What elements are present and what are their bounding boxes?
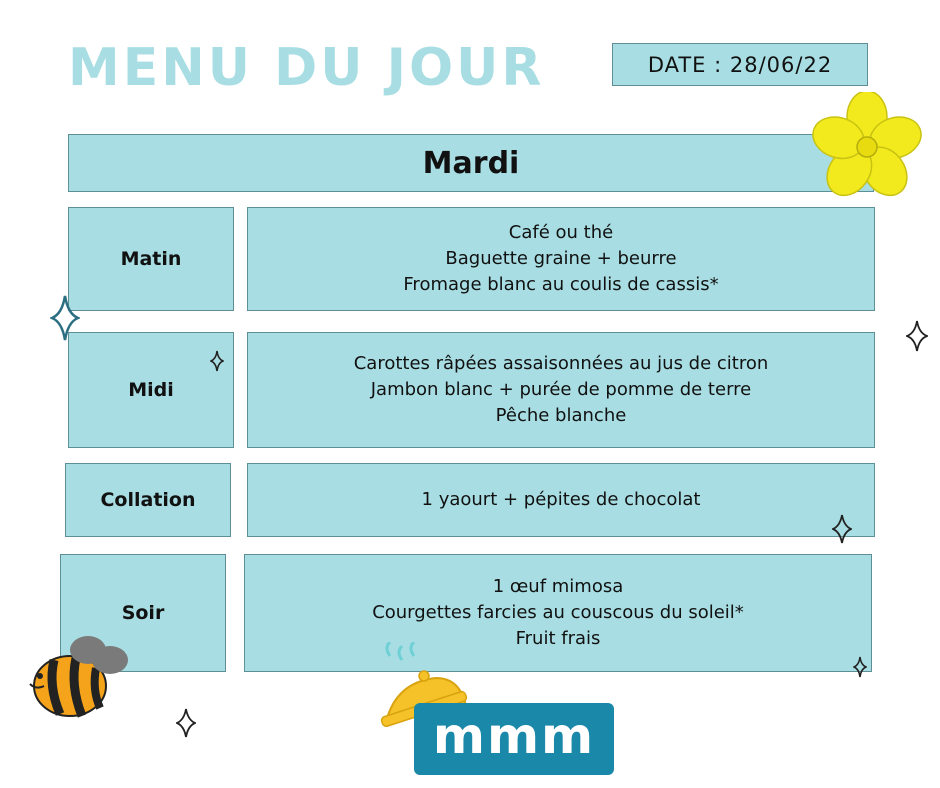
meal-items-matin [247, 207, 875, 311]
meal-item: Fruit frais [515, 628, 601, 649]
bee-icon [18, 628, 132, 724]
meal-label-soir: Soir [60, 554, 226, 672]
meal-item: Courgettes farcies au couscous du soleil* [372, 602, 744, 623]
meal-item: Café ou thé [508, 222, 614, 243]
meal-item: Fromage blanc au coulis de cassis* [403, 274, 719, 295]
logo [414, 703, 614, 775]
logo-text: mmm [432, 707, 596, 765]
meal-item: Carottes râpées assaisonnées au jus de citron [353, 353, 769, 374]
day-banner [68, 134, 874, 192]
meal-item: Jambon blanc + purée de pomme de terre [370, 379, 752, 400]
day-name: Mardi [422, 145, 520, 181]
meal-label-midi: Midi [68, 332, 234, 448]
date-label: DATE : 28/06/22 [612, 43, 868, 86]
meal-items-soir [244, 554, 872, 672]
sparkle-icon [853, 656, 867, 678]
meal-item: Pêche blanche [495, 405, 627, 426]
sparkle-icon [832, 514, 852, 544]
flower-icon [810, 92, 926, 204]
meal-items-collation [247, 463, 875, 537]
sparkle-icon [50, 294, 80, 342]
meal-item: 1 yaourt + pépites de chocolat [421, 489, 701, 510]
meal-item: Baguette graine + beurre [445, 248, 677, 269]
meal-label-collation: Collation [65, 463, 231, 537]
page-title: MENU DU JOUR [68, 38, 545, 98]
meal-item: 1 œuf mimosa [492, 576, 624, 597]
meal-label-matin: Matin [68, 207, 234, 311]
sparkle-icon [176, 708, 196, 738]
sparkle-icon [906, 320, 928, 352]
meal-items-midi [247, 332, 875, 448]
sparkle-icon [210, 350, 224, 372]
